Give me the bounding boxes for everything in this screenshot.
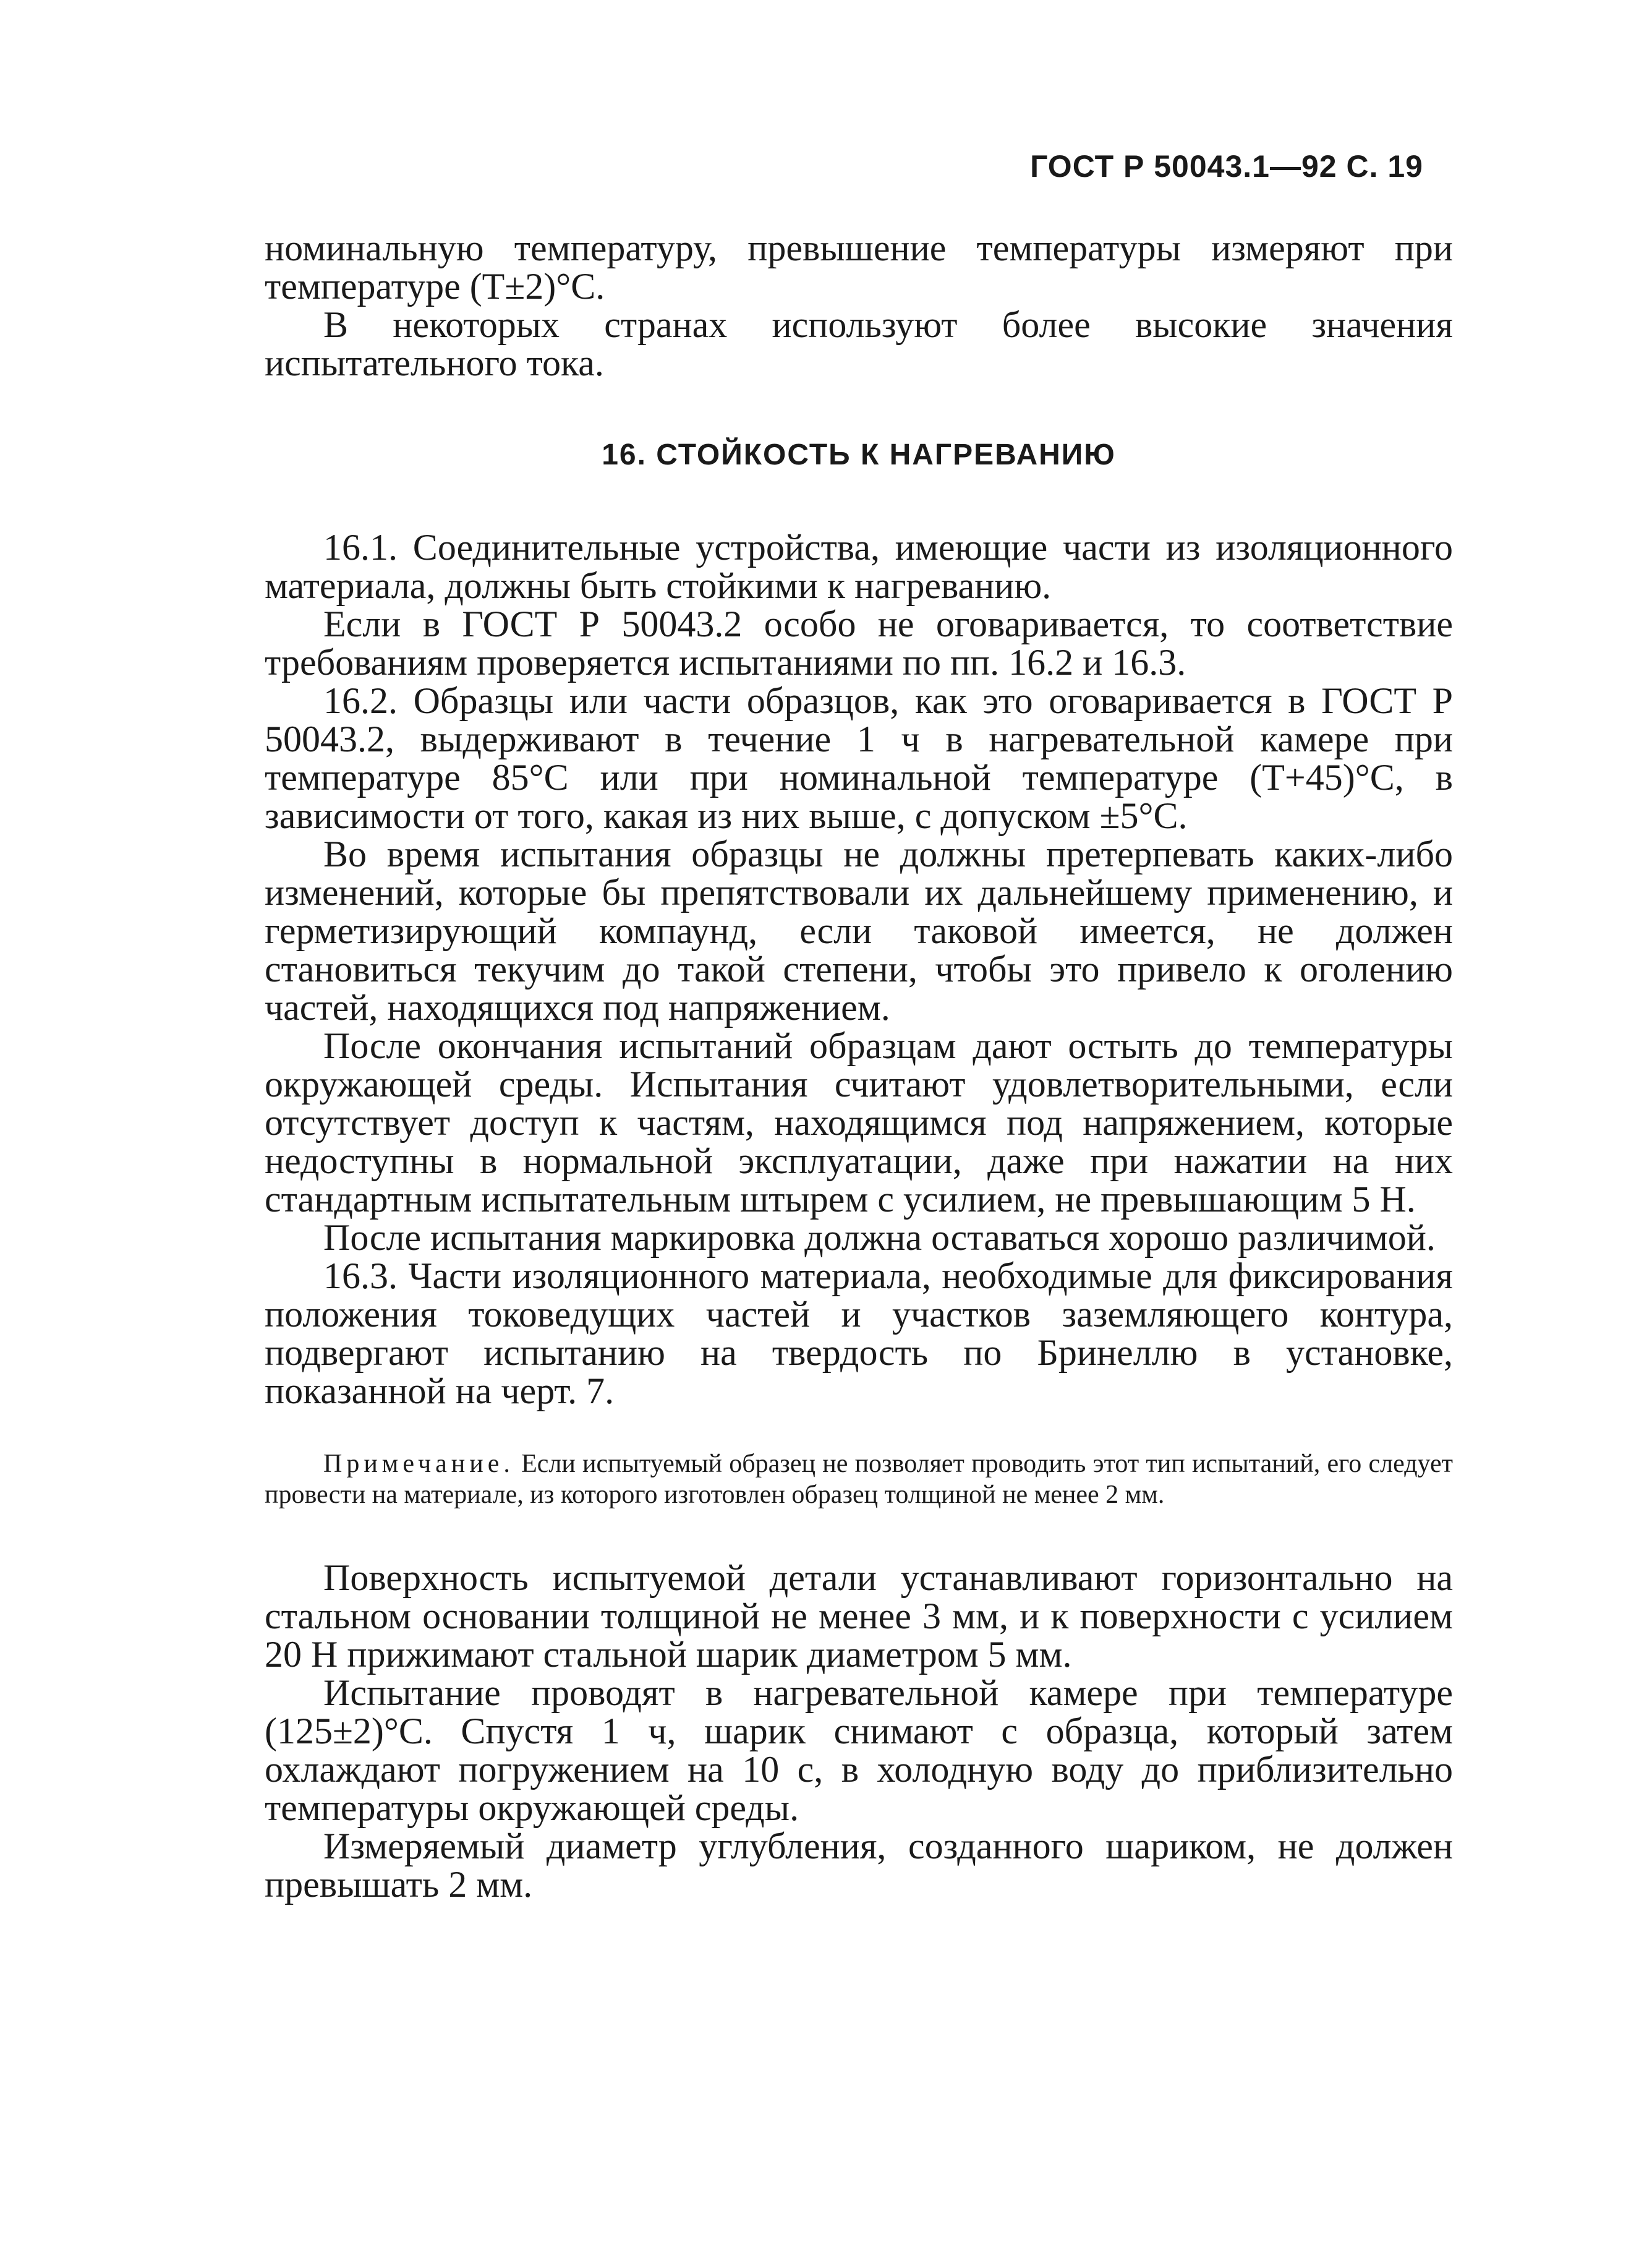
paragraph-16-3: 16.3. Части изоляционного материала, необходимые для фиксирования положения токоведущих частей и участков заземляющего контура, подвергают испытанию на твердость по Бринеллю в установке, показанной на черт. 7.: [265, 1255, 1453, 1411]
paragraph-16-1: 16.1. Соединительные устройства, имеющие части из изоляционного материала, должны быть стойкими к нагреванию.: [265, 527, 1453, 606]
paragraph-marking: После испытания маркировка должна оставаться хорошо различимой.: [323, 1217, 1436, 1258]
note-block: [265, 1448, 1453, 1510]
paragraph-during-test: Во время испытания образцы не должны претерпевать каких-либо изменений, которые бы препятствовали их дальнейшему применению, и герметизирующий компаунд, если таковой имеется, не должен становиться текучим до такой степени, чтобы это привело к оголению частей, находящихся под напряжением.: [265, 834, 1453, 1028]
note-label: Примечание.: [323, 1450, 514, 1478]
paragraph-heating-procedure: Испытание проводят в нагревательной камере при температуре (125±2)°С. Спустя 1 ч, шарик снимают с образца, который затем охлаждают погружением на 10 с, в холодную воду до приблизительно температуры окружающей среды.: [265, 1672, 1453, 1828]
page-body: [265, 229, 1453, 1904]
running-header: ГОСТ Р 50043.1—92 С. 19: [1030, 149, 1423, 184]
paragraph-after-test: После окончания испытаний образцам дают остыть до температуры окружающей среды. Испытания считают удовлетворительными, если отсутствует доступ к частям, находящимся под напряжением, которые недоступны в нормальной эксплуатации, даже при нажатии на них стандартным испытательным штырем с усилием, не превышающим 5 Н.: [265, 1025, 1453, 1220]
paragraph-compliance-check: Если в ГОСТ Р 50043.2 особо не оговаривается, то соответствие требованиям проверяется испытаниями по пп. 16.2 и 16.3.: [265, 604, 1453, 683]
paragraph-continuation: номинальную температуру, превышение температуры измеряют при температуре (Т±2)°С.: [265, 228, 1453, 307]
paragraph-16-2: 16.2. Образцы или части образцов, как это оговаривается в ГОСТ Р 50043.2, выдерживают в течение 1 ч в нагревательной камере при температуре 85°С или при номинальной температуре (Т+45)°С, в зависимости от того, какая из них выше, с допуском ±5°С.: [265, 680, 1453, 836]
note-text: Если испытуемый образец не позволяет проводить этот тип испытаний, его следует провести на материале, из которого изготовлен образец толщиной не менее 2 мм.: [265, 1450, 1454, 1509]
paragraph-surface-setup: Поверхность испытуемой детали устанавливают горизонтально на стальном основании толщиной не менее 3 мм, и к поверхности с усилием 20 Н прижимают стальной шарик диаметром 5 мм.: [265, 1557, 1453, 1675]
section-title: 16. СТОЙКОСТЬ К НАГРЕВАНИЮ: [602, 438, 1116, 471]
paragraph-diameter-limit: Измеряемый диаметр углубления, созданного шариком, не должен превышать 2 мм.: [265, 1826, 1453, 1905]
paragraph-test-current-note: В некоторых странах используют более высокие значения испытательного тока.: [265, 304, 1453, 383]
